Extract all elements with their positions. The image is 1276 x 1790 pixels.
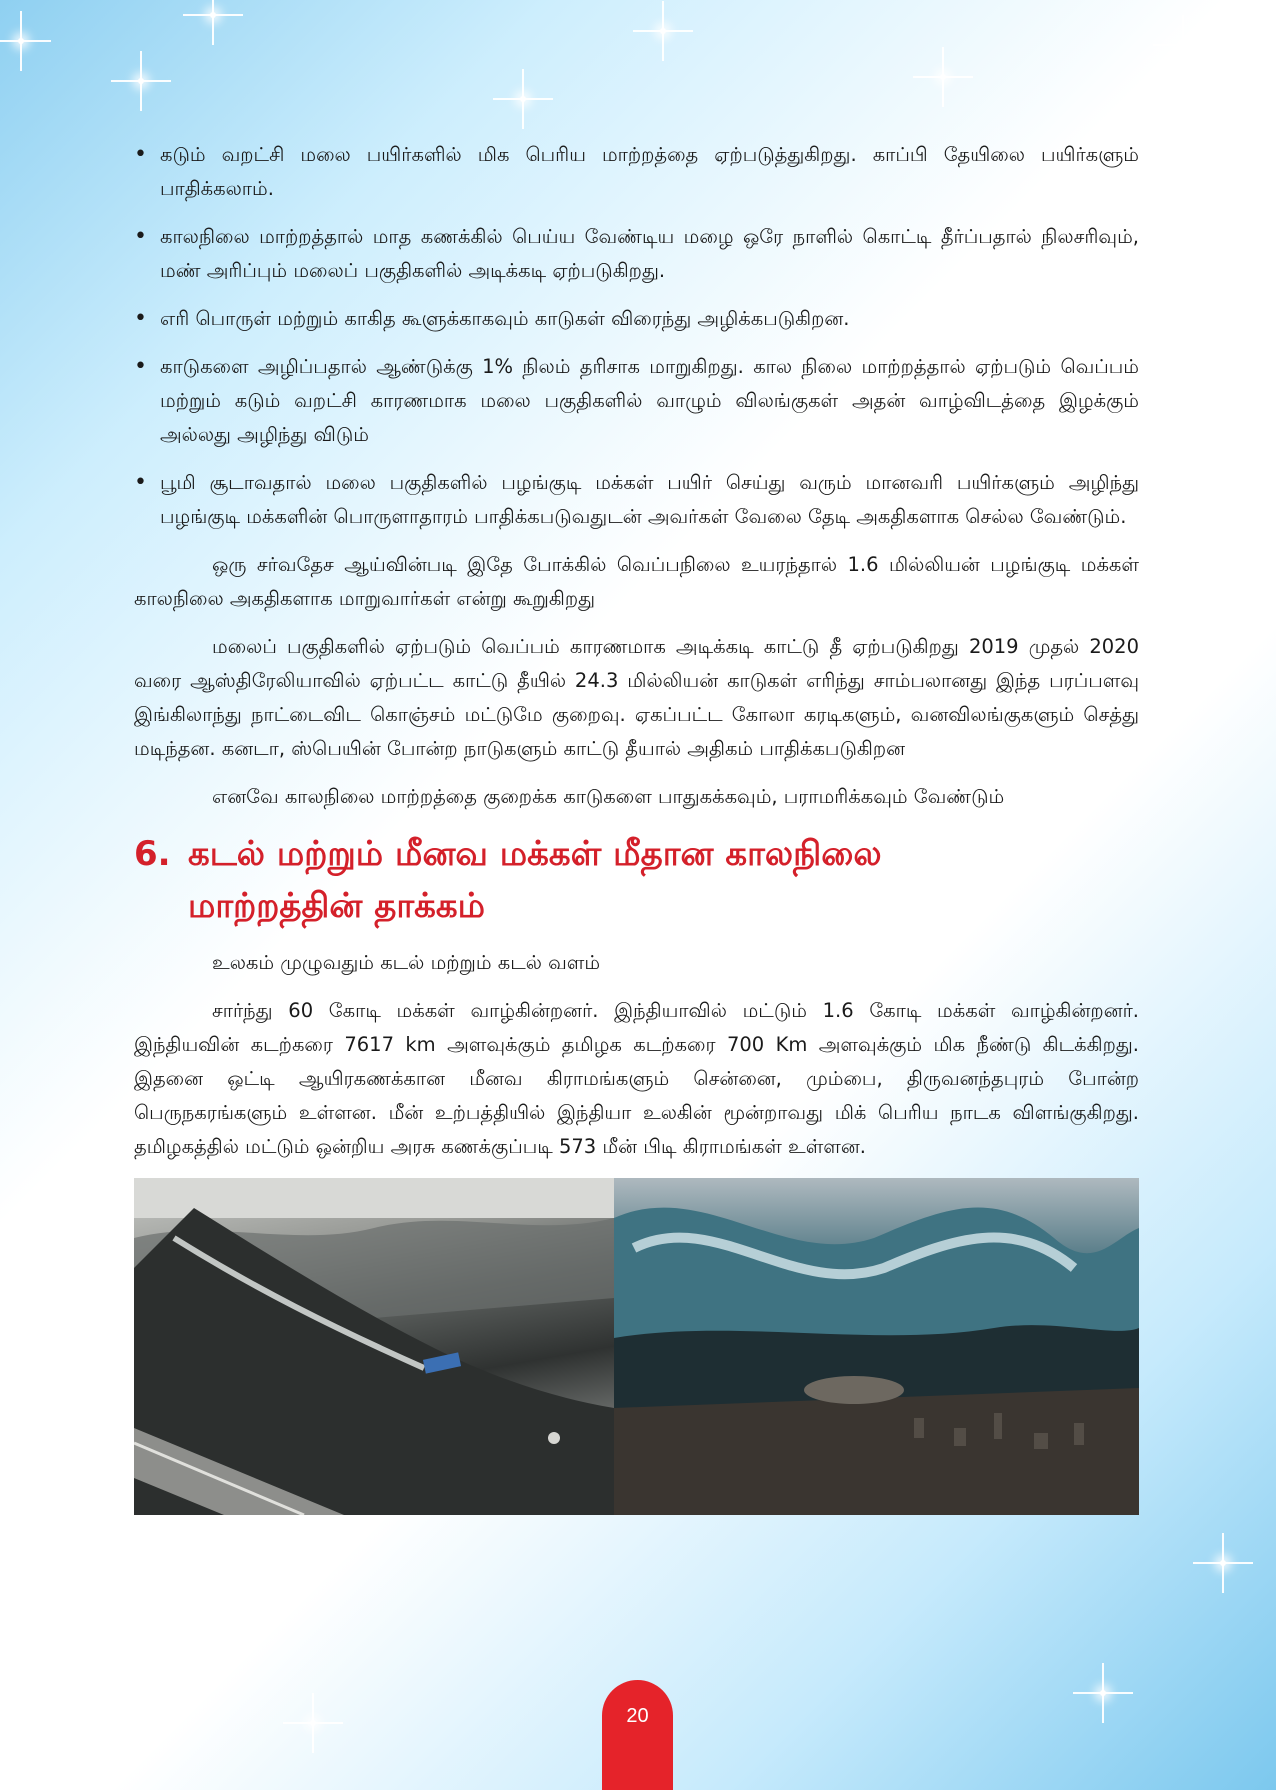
section-title [188, 828, 882, 932]
sparkle-decoration [60, 1600, 66, 1606]
sparkle-decoration [18, 38, 24, 44]
bullet-item: • காடுகளை அழிப்பதால் ஆண்டுக்கு 1% நிலம் தரிசாக மாறுகிறது. கால நிலை மாற்றத்தால் ஏற்படும் வெப்பம் மற்றும் கடும் வறட்சி காரணமாக மலை பகுதிகளில் வாழும் விலங்குகள் அதன் வாழ்விடத்தை இழக்கும் அல்லது அழிந்து விடும் [134, 350, 1139, 452]
sparkle-decoration [1220, 1560, 1226, 1566]
sparkle-decoration [660, 28, 666, 34]
sparkle-decoration [138, 78, 144, 84]
giant-wave-photo [614, 1178, 1139, 1515]
section-number: 6. [134, 834, 171, 874]
bullet-item: • கடும் வறட்சி மலை பயிர்களில் மிக பெரிய மாற்றத்தை ஏற்படுத்துகிறது. காப்பி தேயிலை பயிர்களும் பாதிக்கலாம். [134, 138, 1139, 206]
sparkle-decoration [210, 12, 216, 18]
section-title-line2: மாற்றத்தின் தாக்கம் [188, 886, 485, 926]
page-number: 20 [626, 1705, 649, 1727]
page-number-tab [602, 1680, 673, 1790]
sparkle-decoration [520, 96, 526, 102]
sparkle-decoration [1180, 42, 1186, 48]
paragraph: ஒரு சர்வதேச ஆய்வின்படி இதே போக்கில் வெப்பநிலை உயரந்தால் 1.6 மில்லியன் பழங்குடி மக்கள் காலநிலை அகதிகளாக மாறுவார்கள் என்று கூறுகிறது [134, 553, 1139, 610]
bullet-list [134, 138, 1139, 534]
paragraph: எனவே காலநிலை மாற்றத்தை குறைக்க காடுகளை பாதுகக்கவும், பராமரிக்கவும் வேண்டும் [212, 785, 1005, 808]
section-heading [134, 828, 1139, 932]
paragraph: சார்ந்து 60 கோடி மக்கள் வாழ்கின்றனர். இந்தியாவில் மட்டும் 1.6 கோடி மக்கள் வாழ்கின்றனர். இந்தியவின் கடற்கரை 7617 km அளவுக்கும் தமிழக கடற்கரை 700 Km அளவுக்கும் மிக நீண்டு கிடக்கிறது. இதனை ஒட்டி ஆயிரகணக்கான மீனவ கிராமங்களும் சென்னை, மும்பை, திருவனந்தபுரம் போன்ற பெருநகரங்களும் உள்ளன. மீன் உற்பத்தியில் இந்தியா உலகின் மூன்றாவது மிக் பெரிய நாடக விளங்குகிறது. தமிழகத்தில் மட்டும் ஒன்றிய அரசு கணக்குப்படி 573 மீன் பிடி கிராமங்கள் உள்ளன. [134, 999, 1139, 1158]
giant-wave-illustration [614, 1178, 1139, 1515]
bullet-item: • எரி பொருள் மற்றும் காகித கூளுக்காகவும் காடுகள் விரைந்து அழிக்கபடுகிறன. [134, 302, 1139, 336]
tsunami-street-illustration [134, 1178, 614, 1515]
section-title-line1: கடல் மற்றும் மீனவ மக்கள் மீதான காலநிலை [188, 834, 882, 874]
sparkle-decoration [1100, 1690, 1106, 1696]
sparkle-decoration [940, 74, 946, 80]
sparkle-decoration [310, 1720, 316, 1726]
page-content [134, 138, 1139, 1515]
paragraph: மலைப் பகுதிகளில் ஏற்படும் வெப்பம் காரணமாக அடிக்கடி காட்டு தீ ஏற்படுகிறது 2019 முதல் 2020 வரை ஆஸ்திரேலியாவில் ஏற்பட்ட காட்டு தீயில் 24.3 மில்லியன் காடுகள் எரிந்து சாம்பலானது இந்த பரப்பளவு இங்கிலாந்து நாட்டைவிட கொஞ்சம் மட்டுமே குறைவு. ஏகப்பட்ட கோலா கரடிகளும், வனவிலங்குகளும் செத்து மடிந்தன. கனடா, ஸ்பெயின் போன்ற நாடுகளும் காட்டு தீயால் அதிகம் பாதிக்கபடுகிறன [134, 635, 1139, 760]
tsunami-street-photo [134, 1178, 614, 1515]
paragraph: உலகம் முழுவதும் கடல் மற்றும் கடல் வளம் [212, 951, 601, 974]
photo-strip [134, 1178, 1139, 1515]
bullet-item: • காலநிலை மாற்றத்தால் மாத கணக்கில் பெய்ய வேண்டிய மழை ஒரே நாளில் கொட்டி தீர்ப்பதால் நிலசரிவும், மண் அரிப்பும் மலைப் பகுதிகளில் அடிக்கடி ஏற்படுகிறது. [134, 220, 1139, 288]
bullet-item: • பூமி சூடாவதால் மலை பகுதிகளில் பழங்குடி மக்கள் பயிர் செய்து வரும் மானவரி பயிர்களும் அழிந்து பழங்குடி மக்களின் பொருளாதாரம் பாதிக்கபடுவதுடன் அவர்கள் வேலை தேடி அகதிகளாக செல்ல வேண்டும். [134, 466, 1139, 534]
